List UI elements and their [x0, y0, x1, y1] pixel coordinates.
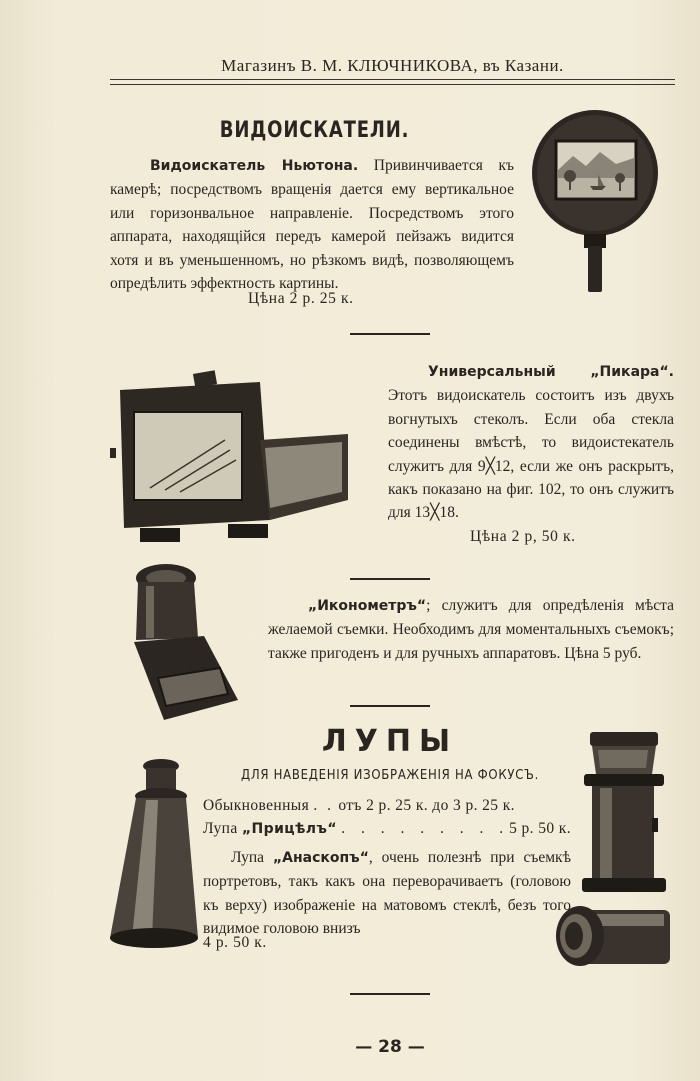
separator [350, 333, 430, 335]
tall-loupe-illustration [106, 756, 202, 950]
newton-description: Видоискатель Ньютона. Привинчивается къ камерѣ; посредствомъ вращенія дается ему вертикальное или горизонвальное направленіе. Посредствомъ этого аппарата, находящійся передъ камерой пейзажъ видится хотя и въ уменьшенномъ, но рѣзкомъ видѣ, позволяющемъ опредѣлить эффектность картины. [110, 157, 514, 293]
picard-price: Цѣна 2 р, 50 к. [470, 528, 576, 545]
picard-name: Универсальный „Пикара“. [428, 364, 674, 380]
anascope-description: Лупа „Анаскопъ“, очень полезнѣ при съемкѣ портретовъ, такъ какъ она переворачиваетъ (головою къ верху) изображеніе на матовомъ стеклѣ, безъ того видимое головою внизъ [203, 849, 571, 938]
iconometer-price: Цѣна 5 руб. [564, 644, 642, 662]
section-title-loupes: ЛУПЫ [321, 724, 459, 759]
page-number: — 28 — [355, 1037, 425, 1057]
separator [350, 993, 430, 995]
iconometer-description: „Иконометръ“; служитъ для опредѣленія мѣста желаемой съемки. Необходимъ для моментальныхъ съемокъ; также пригоденъ и для ручныхъ аппаратовъ. Цѣна 5 руб. [268, 597, 674, 662]
ordinary-loupe-price: отъ 2 р. 25 к. до 3 р. 25 к. [338, 797, 515, 814]
loupes-subtitle: ДЛЯ НАВЕДЕНІЯ ИЗОБРАЖЕНІЯ НА ФОКУСЪ. [240, 768, 540, 783]
picard-viewfinder-illustration [110, 370, 352, 550]
anascope-name: „Анаскопъ“ [272, 850, 369, 866]
iconometer-illustration [124, 560, 242, 724]
anascope-price: 4 р. 50 к. [203, 934, 267, 951]
separator [350, 578, 430, 580]
separator [350, 705, 430, 707]
newton-price: Цѣна 2 р. 25 к. [248, 290, 354, 307]
newton-name: Видоискатель Ньютона. [150, 158, 359, 174]
header-rule [110, 79, 675, 85]
pricel-loupe-illustration [578, 728, 670, 896]
page-header: Магазинъ В. М. КЛЮЧНИКОВА, въ Казани. [221, 56, 564, 75]
picard-description: Универсальный „Пикара“. Этотъ видоискатель состоитъ изъ двухъ вогнутыхъ стеколъ. Если оба стекла соединены вмѣстѣ, то видоистекатель служитъ для 9╳12, если же онъ раскрытъ, какъ показано на фиг. 102, то онъ служитъ для 13╳18. [388, 364, 674, 522]
ordinary-loupe-line: Обыкновенныя . . отъ 2 р. 25 к. до 3 р. 25 к. [203, 797, 515, 814]
section-title-viewfinders: ВИДОИСКАТЕЛИ. [219, 118, 410, 143]
iconometer-name: „Иконометръ“ [308, 598, 427, 614]
pricel-loupe-price: 5 р. 50 к. [509, 820, 572, 837]
pricel-loupe-line: Лупа „Прицѣлъ“ . . . . . . . . .5 р. 50 к. [203, 820, 572, 837]
newton-viewfinder-illustration [528, 108, 662, 294]
